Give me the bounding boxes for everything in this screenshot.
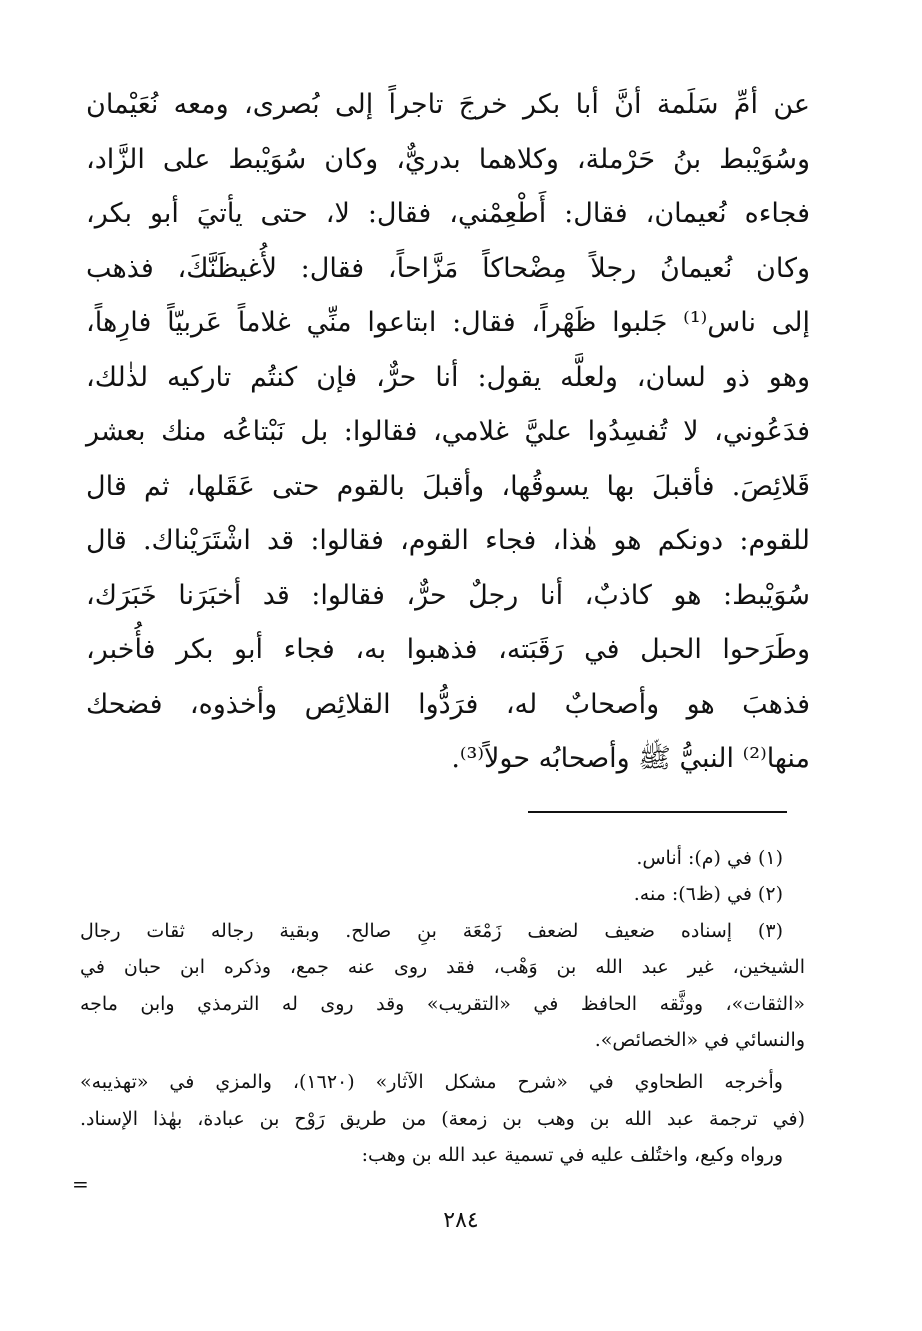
- body-line: منها⁽²⁾ النبيُّ ﷺ وأصحابُه حولاً⁽³⁾.: [451, 743, 810, 774]
- footnotes: [80, 840, 805, 1174]
- footnote-line: «الثقات»، ووثَّقه الحافظ في «التقريب» وقد روى له الترمذي وابن ماجه: [80, 992, 805, 1015]
- body-line: وسُوَيْبط بنُ حَرْملة، وكلاهما بدريٌّ، وكان سُوَيْبط على الزَّاد،: [86, 143, 810, 175]
- footnote-line: (١) في (م): أناس.: [636, 847, 783, 869]
- page-number: ٢٨٤: [443, 1208, 479, 1233]
- footnote-line: ورواه وكيع، واختُلف عليه في تسمية عبد الله بن وهب:: [361, 1144, 783, 1167]
- body-line: فذهبَ هو وأصحابٌ له، فرَدُّوا القلائِص وأخذوه، فضحك: [86, 688, 810, 720]
- footnote-line: (في ترجمة عبد الله بن وهب بن زمعة) من طريق رَوْح بن عبادة، بهٰذا الإسناد.: [80, 1107, 805, 1130]
- footnote-line: (٢) في (ظ٦): منه.: [633, 883, 783, 906]
- body-line: للقوم: دونكم هو هٰذا، فجاء القوم، فقالوا: قد اشْتَرَيْناك. قال: [86, 525, 810, 556]
- body-line: عن أمِّ سَلَمة أنَّ أبا بكر خرجَ تاجراً إلى بُصرى، ومعه نُعَيْمان: [86, 89, 810, 120]
- footnote-line: وأخرجه الطحاوي في «شرح مشكل الآثار» (١٦٢٠)، والمزي في «تهذيبه»: [80, 1071, 783, 1094]
- continuation-mark: =: [72, 1172, 89, 1196]
- body-line: وطَرَحوا الحبل في رَقَبَته، فذهبوا به، فجاء أبو بكر فأُخبر،: [86, 634, 810, 665]
- footnote-line: الشيخين، غير عبد الله بن وَهْب، فقد روى عنه جمع، وذكره ابن حبان في: [80, 956, 805, 979]
- body-line: وهو ذو لسان، ولعلَّه يقول: أنا حرٌّ، فإن كنتُم تاركيه لذٰلك،: [86, 361, 810, 393]
- body-line: إلى ناس⁽¹⁾ جَلبوا ظَهْراً، فقال: ابتاعوا منِّي غلاماً عَربيّاً فارِهاً،: [86, 307, 810, 338]
- footnote-separator: [528, 811, 787, 813]
- body-line: سُوَيْبط: هو كاذبٌ، أنا رجلٌ حرٌّ، فقالوا: قد أخبَرَنا خَبَرَك،: [86, 579, 810, 611]
- body-line: فدَعُوني، لا تُفسِدُوا عليَّ غلامي، فقالوا: بل نَبْتاعُه منك بعشر: [86, 416, 810, 447]
- footnote-line: (٣) إسناده ضعيف لضعف زَمْعَة بنِ صالح. وبقية رجاله ثقات رجال: [80, 919, 783, 942]
- body-line: قَلائِصَ. فأقبلَ بها يسوقُها، وأقبلَ بالقوم حتى عَقَلها، ثم قال: [86, 470, 810, 502]
- body-line: فجاءه نُعيمان، فقال: أَطْعِمْني، فقال: لا، حتى يأتيَ أبو بكر،: [86, 198, 810, 229]
- body-line: وكان نُعيمانُ رجلاً مِضْحاكاً مَزَّاحاً، فقال: لأُغيظَنَّكَ، فذهب: [86, 252, 810, 284]
- footnote-line: والنسائي في «الخصائص».: [594, 1028, 805, 1051]
- main-text: [86, 78, 810, 787]
